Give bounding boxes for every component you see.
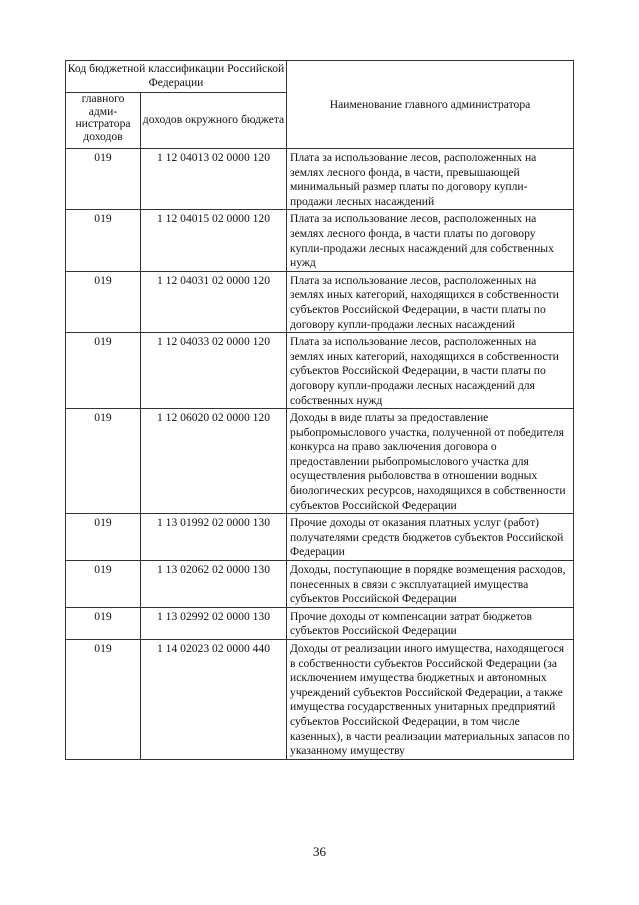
- header-administrator-name: Наименование главного администратора: [287, 61, 574, 149]
- table-row: [66, 561, 574, 608]
- header-budget-code-group: Код бюджетной классификации Российской Федерации: [66, 61, 287, 93]
- table-row: [66, 149, 574, 210]
- administrator-name-cell: Прочие доходы от компенсации затрат бюджетов субъектов Российской Федерации: [287, 607, 574, 639]
- administrator-name-cell: Прочие доходы от оказания платных услуг (работ) получателями средств бюджетов субъектов Российской Федерации: [287, 514, 574, 561]
- administrator-name-cell: Доходы от реализации иного имущества, находящегося в собственности субъектов Российской Федерации (за исключением имущества бюджетных и автономных учреждений субъектов Российской Федерации, а также имущества государственных унитарных предприятий субъектов Российской Федерации, в том числе казенных), в части реализации материальных запасов по указанному имуществу: [287, 640, 574, 760]
- table-row: [66, 271, 574, 332]
- table-header-row: [66, 61, 574, 93]
- income-code-cell: 1 12 04013 02 0000 120: [141, 149, 287, 210]
- income-code-cell: 1 13 01992 02 0000 130: [141, 514, 287, 561]
- table-row: [66, 333, 574, 409]
- budget-classification-table: [65, 60, 574, 760]
- table-body: [66, 149, 574, 760]
- header-main-administrator: главного адми-нистратора доходов: [66, 93, 141, 149]
- table-row: [66, 210, 574, 271]
- income-code-cell: 1 12 06020 02 0000 120: [141, 409, 287, 514]
- admin-code-cell: 019: [66, 409, 141, 514]
- table-row: [66, 514, 574, 561]
- header-district-budget-income: доходов окружного бюджета: [141, 93, 287, 149]
- admin-code-cell: 019: [66, 640, 141, 760]
- page-number: 36: [313, 844, 326, 859]
- admin-code-cell: 019: [66, 561, 141, 608]
- admin-code-cell: 019: [66, 333, 141, 409]
- income-code-cell: 1 14 02023 02 0000 440: [141, 640, 287, 760]
- administrator-name-cell: Доходы, поступающие в порядке возмещения расходов, понесенных в связи с эксплуатацией имущества субъектов Российской Федерации: [287, 561, 574, 608]
- admin-code-cell: 019: [66, 607, 141, 639]
- table-row: [66, 607, 574, 639]
- administrator-name-cell: Плата за использование лесов, расположенных на землях иных категорий, находящихся в собственности субъектов Российской Федерации, в части платы по договору купли-продажи лесных насаждений: [287, 271, 574, 332]
- income-code-cell: 1 12 04031 02 0000 120: [141, 271, 287, 332]
- income-code-cell: 1 12 04015 02 0000 120: [141, 210, 287, 271]
- administrator-name-cell: Плата за использование лесов, расположенных на землях иных категорий, находящихся в собственности субъектов Российской Федерации, в части платы по договору купли-продажи лесных насаждений для собственных нужд: [287, 333, 574, 409]
- administrator-name-cell: Плата за использование лесов, расположенных на землях лесного фонда, в части платы по договору купли-продажи лесных насаждений для собственных нужд: [287, 210, 574, 271]
- admin-code-cell: 019: [66, 271, 141, 332]
- admin-code-cell: 019: [66, 149, 141, 210]
- table-row: [66, 409, 574, 514]
- income-code-cell: 1 13 02992 02 0000 130: [141, 607, 287, 639]
- administrator-name-cell: Плата за использование лесов, расположенных на землях лесного фонда, в части, превышающей минимальный размер платы по договору купли-продажи лесных насаждений: [287, 149, 574, 210]
- admin-code-cell: 019: [66, 210, 141, 271]
- administrator-name-cell: Доходы в виде платы за предоставление рыбопромыслового участка, полученной от победителя конкурса на право заключения договора о предоставлении рыбопромыслового участка для осуществления рыболовства в отношении водных биологических ресурсов, находящихся в собственности субъектов Российской Федерации: [287, 409, 574, 514]
- income-code-cell: 1 12 04033 02 0000 120: [141, 333, 287, 409]
- admin-code-cell: 019: [66, 514, 141, 561]
- table-row: [66, 640, 574, 760]
- income-code-cell: 1 13 02062 02 0000 130: [141, 561, 287, 608]
